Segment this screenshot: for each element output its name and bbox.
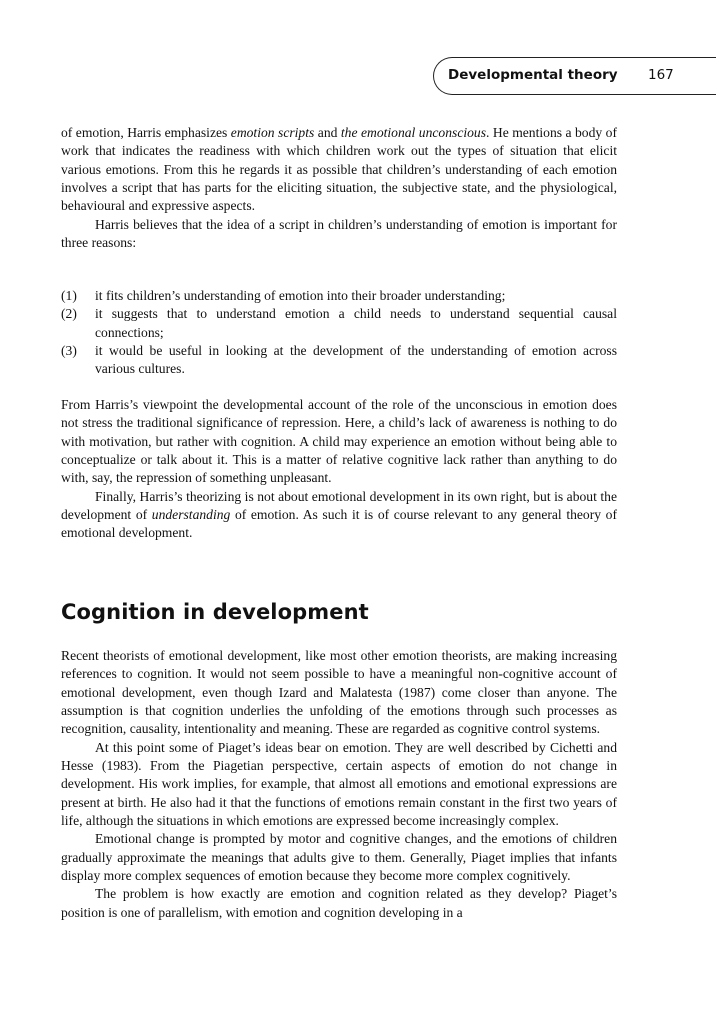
list-item <box>61 287 617 305</box>
list-number: (2) <box>61 306 77 322</box>
list-text: it suggests that to understand emotion a child needs to understand sequential causal connections; <box>95 306 617 340</box>
paragraph: At this point some of Piaget’s ideas bear on emotion. They are well described by Cichetti and Hesse (1983). From the Piagetian perspective, certain aspects of emotion do not change in development. His work implies, for example, that almost all emotions and emotional expressions are present at birth. He also had it that the functions of emotions remain constant in the first two years of life, although the situations in which emotions are expressed become increasingly complex. <box>61 739 617 829</box>
list-number: (1) <box>61 288 77 303</box>
text-block-unconscious <box>61 396 617 543</box>
running-head <box>433 57 716 95</box>
paragraph <box>61 488 617 543</box>
list-number: (3) <box>61 343 77 359</box>
paragraph: From Harris’s viewpoint the developmental account of the role of the unconscious in emotion does not stress the traditional significance of repression. Here, a child’s lack of awareness is nothing to do with motivation, but rather with cognition. A child may experience an emotion without being able to conceptualize or talk about it. This is a matter of relative cognitive lack rather than anything to do with, say, the repression of something unpleasant. <box>61 397 617 486</box>
emphasis-understanding: understanding <box>151 507 231 523</box>
reasons-list <box>61 287 617 379</box>
list-item <box>61 342 617 379</box>
emphasis-emotion-scripts: emotion scripts <box>230 125 315 140</box>
emphasis-emotional-unconscious: the emotional unconscious <box>340 125 487 140</box>
text-run: . He mentions a body of work that indicates the readiness with which children work out the types of situation that elicit various emotions. From this he regards it as possible that children’s understanding of each emotion involves a script that has parts for the eliciting situation, the subjective state, and the physiological, behavioural and expressive aspects. <box>61 125 617 214</box>
running-head-title: Developmental theory <box>448 67 618 83</box>
text-run: of emotion, Harris emphasizes <box>61 125 231 140</box>
text-run: of emotion. As such it is of course relevant to any general theory of emotional development. <box>61 507 617 541</box>
text-run: and <box>314 125 341 140</box>
list-text: it would be useful in looking at the development of the understanding of emotion across various cultures. <box>95 343 617 377</box>
list-item <box>61 305 617 342</box>
paragraph: Harris believes that the idea of a script in children’s understanding of emotion is important for three reasons: <box>61 216 617 251</box>
section-heading: Cognition in development <box>61 600 369 624</box>
paragraph: Recent theorists of emotional development, like most other emotion theorists, are making increasing references to cognition. It would not seem possible to have a meaningful non-cognitive account of emotional development, even though Izard and Malatesta (1987) come closer than anyone. The assumption is that cognition underlies the unfolding of the emotions through such processes as recognition, causality, intentionality and meaning. These are regarded as cognitive control systems. <box>61 648 617 737</box>
text-block-cognition <box>61 647 617 922</box>
text-run: Finally, Harris’s theorizing is not about emotional development in its own right, but is about the development of <box>61 488 617 523</box>
page-number: 167 <box>648 67 674 83</box>
paragraph: The problem is how exactly are emotion and cognition related as they develop? Piaget’s position is one of parallelism, with emotion and cognition developing in a <box>61 886 617 920</box>
paragraph: Emotional change is prompted by motor and cognitive changes, and the emotions of children gradually approximate the meanings that adults give to them. Generally, Piaget implies that infants display more complex sequences of emotion because they become more complex cognitively. <box>61 831 617 884</box>
text-block-harris <box>61 124 617 252</box>
list-text: it fits children’s understanding of emotion into their broader understanding; <box>95 288 506 303</box>
paragraph <box>61 124 617 216</box>
